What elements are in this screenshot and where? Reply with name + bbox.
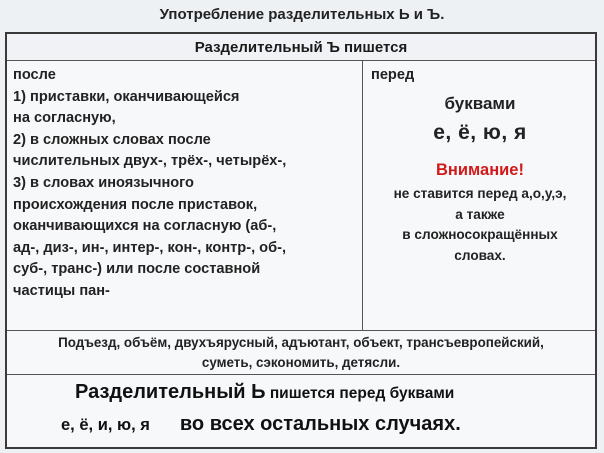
letters-list: е, ё, ю, я — [433, 121, 527, 144]
attention-text — [371, 184, 589, 266]
soft-sign-letters-line — [61, 413, 461, 436]
soft-sign-before-text: пишется перед буквами — [265, 385, 455, 402]
rule-line: на согласную, — [13, 110, 116, 127]
attention-heading: Внимание! — [436, 161, 524, 179]
rule-line: числительных двух-, трёх-, четырёх-, — [13, 153, 287, 170]
rule-line: частицы пан- — [13, 282, 110, 299]
examples-row — [7, 330, 595, 375]
rule-line: 3) в словах иноязычного — [13, 174, 194, 191]
hard-sign-before-cell — [363, 61, 595, 330]
rule-line: оканчивающихся на согласную (аб-, — [13, 218, 277, 235]
examples-line: суметь, сэкономить, детясли. — [201, 354, 401, 370]
attention-line: словах. — [454, 247, 506, 263]
before-label: перед — [371, 67, 415, 83]
attention-line: а также — [455, 206, 505, 222]
rule-line: суб-, транс-) или после составной — [13, 261, 261, 278]
rule-line: происхождения после приставок, — [13, 196, 258, 213]
page-title: Употребление разделительных Ь и Ъ. — [159, 6, 445, 23]
rule-line: после — [13, 67, 56, 83]
soft-sign-rule-line — [75, 381, 454, 404]
soft-sign-letters: е, ё, и, ю, я — [61, 416, 150, 434]
rule-line: 1) приставки, оканчивающейся — [13, 88, 240, 105]
rule-line: ад-, диз-, ин-, интер-, кон-, контр-, об-, — [13, 239, 287, 256]
hard-sign-header: Разделительный Ъ пишется — [7, 34, 595, 61]
rule-line: 2) в сложных словах после — [13, 131, 211, 148]
attention-line: не ставится перед а,о,у,э, — [393, 186, 567, 201]
soft-sign-row — [7, 375, 595, 447]
soft-sign-other-cases: во всех остальных случаях. — [179, 413, 461, 435]
hard-sign-after-cell — [7, 61, 363, 330]
examples-line: Подъезд, объём, двухъярусный, адъютант, объект, трансъевропейский, — [58, 335, 544, 350]
rules-table — [5, 32, 597, 449]
letters-label: буквами — [444, 94, 516, 113]
attention-line: в сложносокращённых — [402, 227, 558, 242]
soft-sign-heading: Разделительный Ь — [75, 381, 266, 403]
